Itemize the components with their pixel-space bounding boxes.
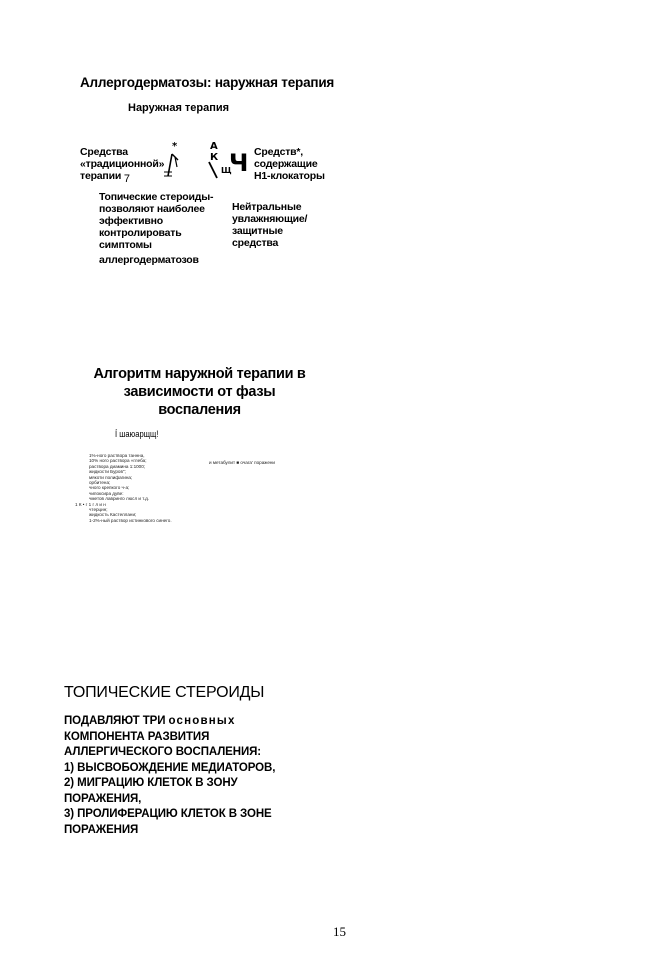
slide1-subtitle: Наружная терапия: [128, 102, 230, 114]
side-note: и метабулит ■ очага' поражени: [209, 460, 275, 465]
page-number: 15: [333, 924, 346, 939]
traditional-therapy-box: Средства «традиционной» терапии 7: [80, 146, 165, 185]
phase-label: Í шаюарщщ!: [115, 429, 159, 440]
remedy-list: 1%-ного раствора таннна, 10% ного раствора «глеба; раствора диамина 1:1000; жидкости Буров"; мякоти полифагина; орбитена; чного крепкого ч-а; чипоксира дуве: чметов лавринго люсл и т.д. 1 К • г 1 г л и н чтерцин; жидкость Кастеллани; 1-2%-ный раствор истинкового синего.: [75, 453, 172, 523]
slide2-title: Алгоритм наружной терапии в зависимости от фазы воспаления: [93, 366, 306, 418]
slide3-body: ПОДАВЛЯЮТ ТРИ основных КОМПОНЕНТА РАЗВИТИЯ АЛЛЕРГИЧЕСКОГО ВОСПАЛЕНИЯ: 1) ВЫСВОБОЖДЕНИЕ МЕДИАТОРОВ, 2) МИГРАЦИЮ КЛЕТОК В ЗОНУ ПОРАЖЕНИЯ, 3) ПРОЛИФЕРАЦИЮ КЛЕТОК В ЗОНЕ ПОРАЖЕНИЯ: [64, 715, 276, 836]
topical-steroids-box: Топические стероиды- позволяют наиболее эффективно контролировать симптомы аллергодерматозов: [99, 191, 214, 266]
glyph-k: К: [210, 152, 219, 163]
moisturizers-box: Нейтральные увлажняющие/ защитные средства: [232, 201, 308, 249]
glyph-a: А: [210, 141, 218, 152]
h1-blockers-box: Средств*, содержащие Н1-клокаторы: [254, 146, 325, 182]
left-arrow-glyph: [156, 150, 184, 184]
glyph-sch: Щ: [221, 166, 232, 175]
star-mark: *: [172, 141, 178, 152]
slide3-heading: ТОПИЧЕСКИЕ СТЕРОИДЫ: [64, 684, 265, 701]
stray-mark: 7: [123, 173, 130, 185]
slide1-title: Аллергодерматозы: наружная терапия: [80, 75, 335, 90]
glyph-ch: Ч: [229, 149, 249, 177]
right-arrow-glyph: [206, 160, 220, 182]
